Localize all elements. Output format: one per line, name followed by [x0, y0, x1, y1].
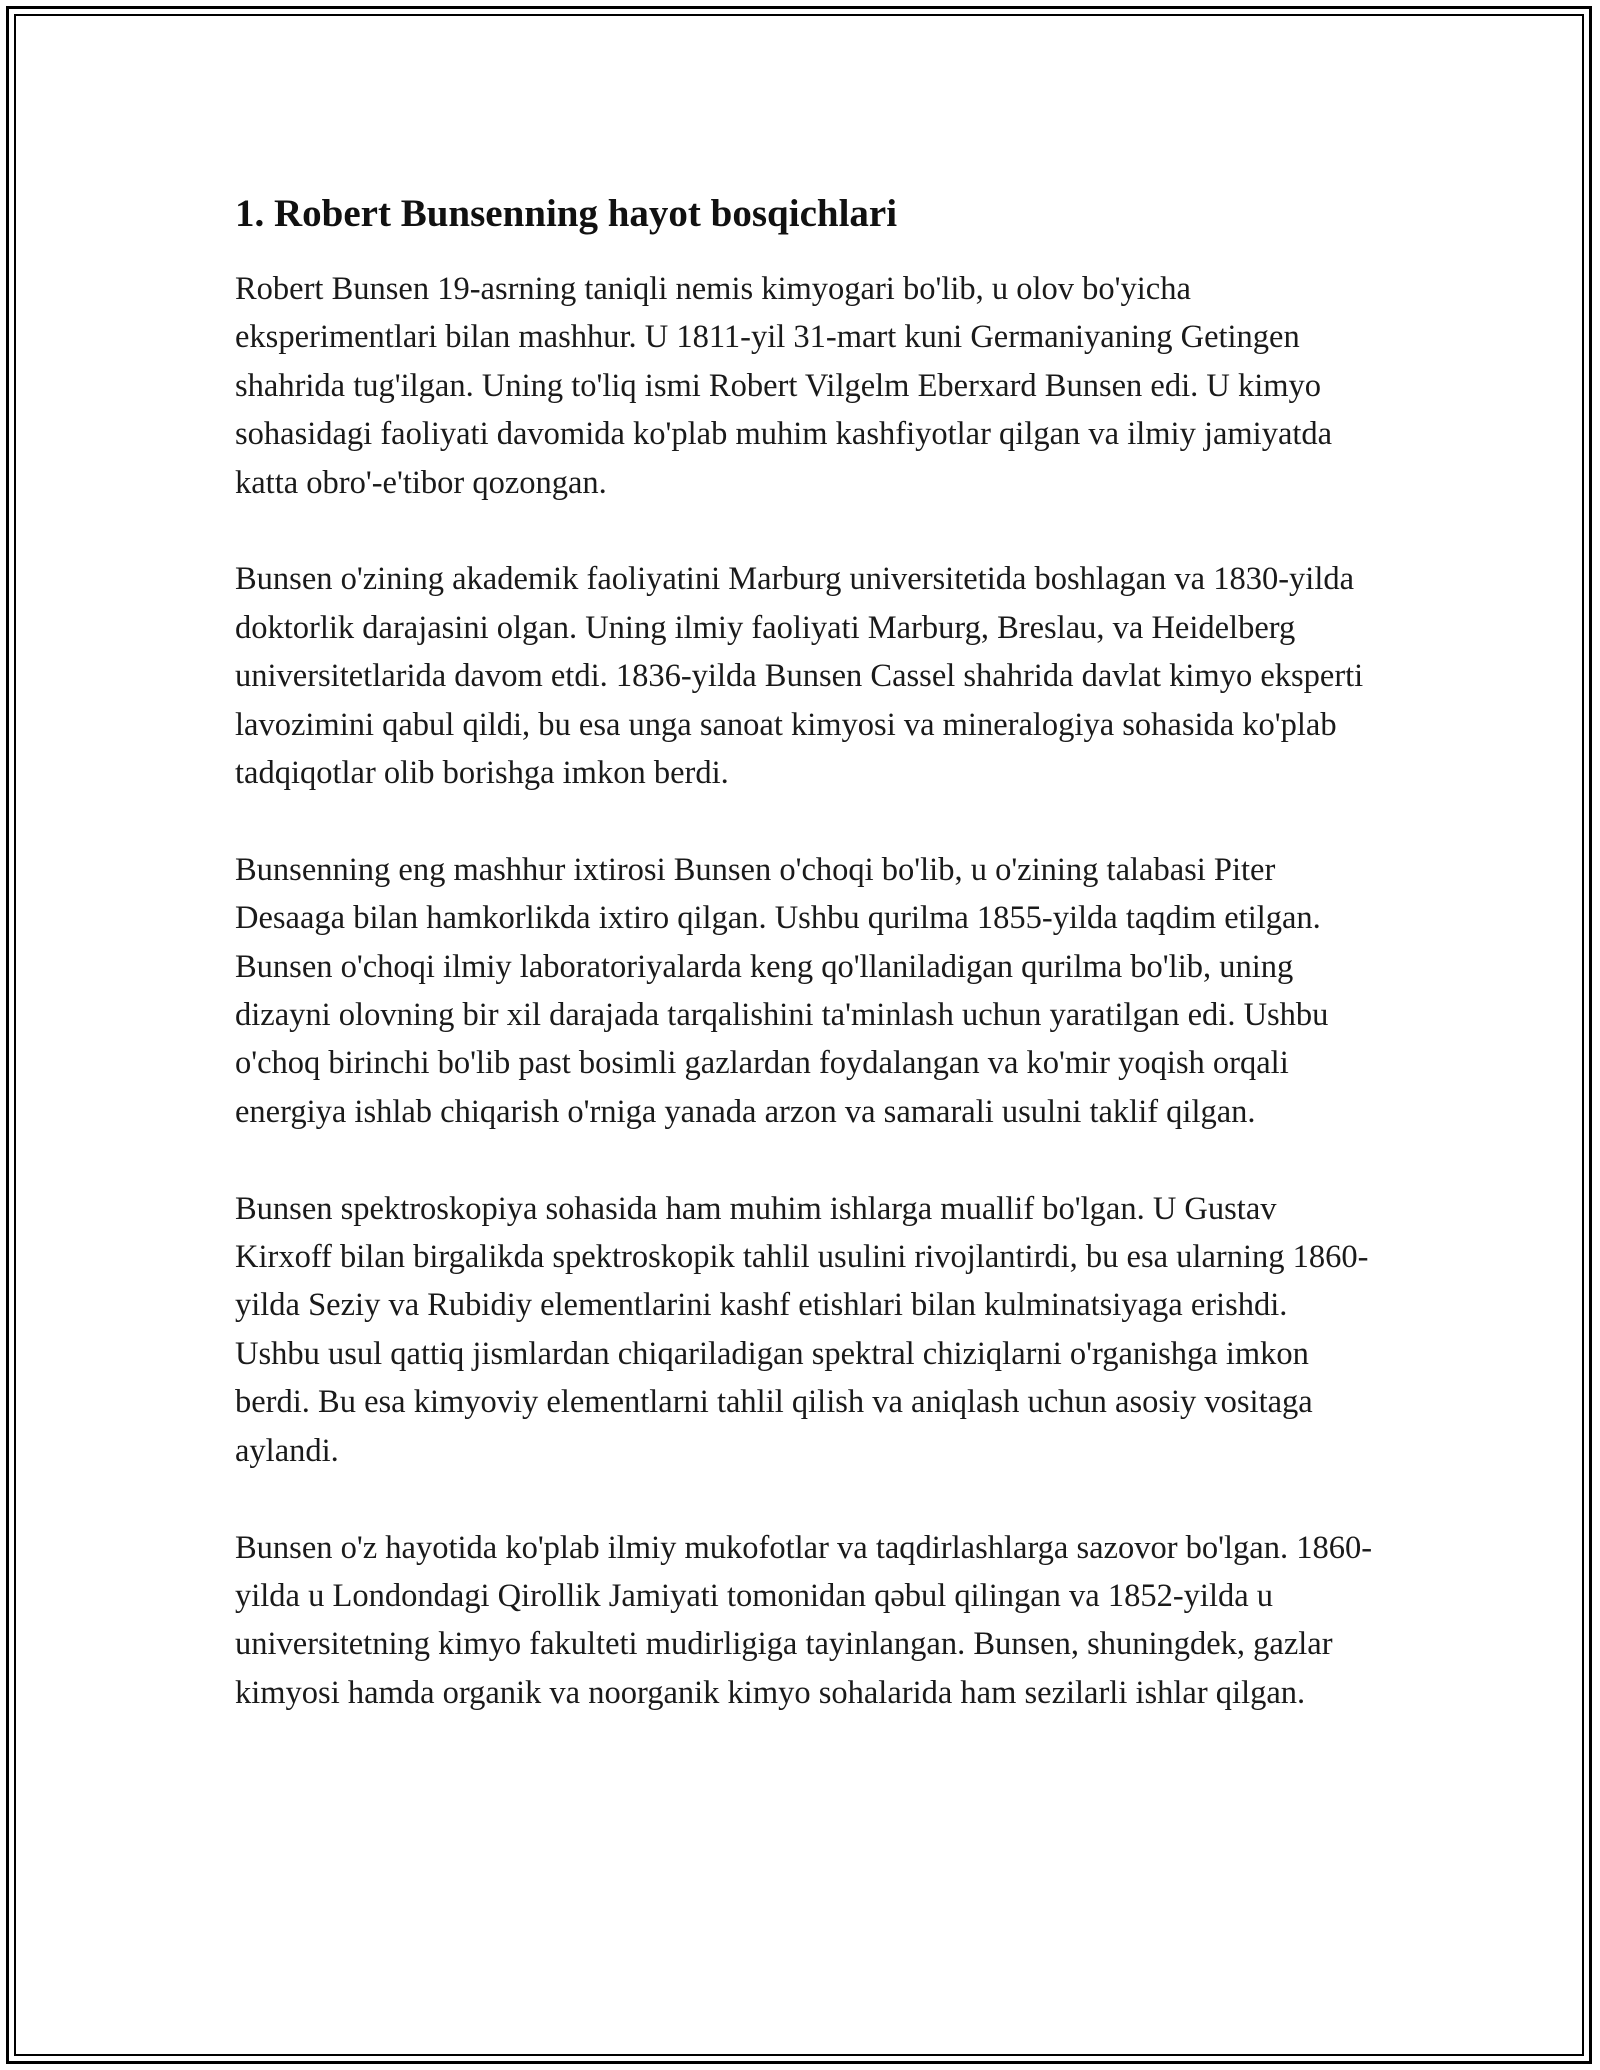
paragraph-2: Bunsen o'zining akademik faoliyatini Marburg universitetida boshlagan va 1830-yilda doktorlik darajasini olgan. Uning ilmiy faoliyati Marburg, Breslau, va Heidelberg universitetlarida davom etdi. 1836-yilda Bunsen Cassel shahrida davlat kimyo eksperti lavozimini qabul qildi, bu esa unga sanoat kimyosi va mineralogiya sohasida ko'plab tadqiqotlar olib borishga imkon berdi. — [235, 561, 1364, 792]
paragraph-3: Bunsenning eng mashhur ixtirosi Bunsen o'choqi bo'lib, u o'zining talabasi Piter Desaaga bilan hamkorlikda ixtiro qilgan. Ushbu qurilma 1855-yilda taqdim etilgan. Bunsen o'choqi ilmiy laboratoriyalarda keng qo'llaniladigan qurilma bo'lib, uning dizayni olovning bir xil darajada tarqalishini ta'minlash uchun yaratilgan edi. Ushbu o'choq birinchi bo'lib past bosimli gazlardan foydalangan va ko'mir yoqish orqali energiya ishlab chiqarish o'rniga yanada arzon va samarali usulni taklif qilgan. — [235, 851, 1329, 1130]
paragraph-5: Bunsen o'z hayotida ko'plab ilmiy mukofotlar va taqdirlashlarga sazovor bo'lgan. 1860-yilda u Londondagi Qirollik Jamiyati tomonidan qəbul qilingan va 1852-yilda u universitetning kimyo fakulteti mudirligiga tayinlangan. Bunsen, shuningdek, gazlar kimyosi hamda organik va noorganik kimyo sohalarida ham sezilarli ishlar qilgan. — [235, 1529, 1373, 1711]
section-heading: 1. Robert Bunsenning hayot bosqichlari — [235, 192, 898, 235]
paragraph-4: Bunsen spektroskopiya sohasida ham muhim ishlarga muallif bo'lgan. U Gustav Kirxoff bilan birgalikda spektroskopik tahlil usulini rivojlantirdi, bu esa ularning 1860-yilda Seziy va Rubidiy elementlarini kashf etishlari bilan kulminatsiyaga erishdi. Ushbu usul qattiq jismlardan chiqariladigan spektral chiziqlarni o'rganishga imkon berdi. Bu esa kimyoviy elementlarni tahlil qilish va aniqlash uchun asosiy vositaga aylandi. — [235, 1190, 1369, 1469]
paragraph-1: Robert Bunsen 19-asrning taniqli nemis kimyogari bo'lib, u olov bo'yicha eksperimentlari bilan mashhur. U 1811-yil 31-mart kuni Germaniyaning Getingen shahrida tug'ilgan. Uning to'liq ismi Robert Vilgelm Eberxard Bunsen edi. U kimyo sohasidagi faoliyati davomida ko'plab muhim kashfiyotlar qilgan va ilmiy jamiyatda katta obro'-e'tibor qozongan. — [235, 271, 1333, 501]
document-body — [235, 186, 1375, 1766]
